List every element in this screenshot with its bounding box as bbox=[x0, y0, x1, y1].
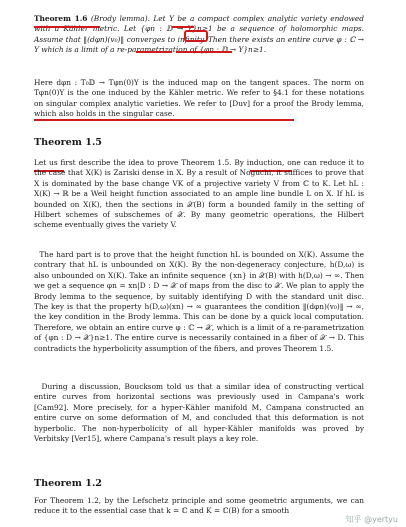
theorem-1-5-idea-paragraph bbox=[34, 158, 364, 231]
theorem-1-2-heading: Theorem 1.2 bbox=[34, 478, 102, 489]
theorem-1-2-text: For Theorem 1.2, by the Lefschetz principle and some geometric arguments, we can reduce it to the essential case that k = ℂ and K = ℂ(B) for a smooth bbox=[34, 496, 364, 516]
height-bound-text: The hard part is to prove that the height function hL is bounded on X(K). Assume the contrary that hL is unbounded on X(K). By the non-degeneracy conjecture, h(D,ω) is also unbounded on X(K). Take an infinite sequence {xn} in 𝒳(B) with h(D,ω) → ∞. Then we get a sequence φn = xn|D : D → 𝒳 of maps from the disc to 𝒳. We plan to apply the Brody lemma to the sequence, by suitably identifying D with the standard unit disc. The key is that the property h(D,ω)(xn) → ∞ guarantees the condition ‖(dφn)(v₀)‖ → ∞, the key condition in the Brody lemma. This can be done by a quick local computation. Therefore, we obtain an entire curve φ : ℂ → 𝒳, which is a limit of a re-parametrization of {φn : D → 𝒳}n≥1. The entire curve is necessarily contained in a fiber of 𝒳 → D. This contradicts the hyperbolicity assumption of the fibers, and proves Theorem 1.5. bbox=[34, 250, 364, 353]
annotation-underline bbox=[34, 26, 100, 28]
campana-text: During a discussion, Boucksom told us that a similar idea of constructing vertical entire curves from horizontal sections was previously used in Campana's work [Cam92]. More precisely, for a hyper-Kähler manifold M, Campana constructed an entire curve on some deformation of M, and concluded that this deformation is not hyperbolic. The non-hyperbolicity of all hyper-Kähler manifolds was proved by Verbitsky [Ver15], where Campana's result plays a key role. bbox=[34, 382, 364, 444]
watermark: 知乎 @yertyu bbox=[345, 515, 398, 524]
brody-notes-paragraph bbox=[34, 78, 364, 120]
annotation-underline bbox=[172, 26, 194, 28]
annotation-underline bbox=[136, 51, 172, 53]
height-bound-paragraph bbox=[34, 250, 364, 354]
theorem-1-5-idea-text: Let us first describe the idea to prove Theorem 1.5. By induction, one can reduce it to the case that X(K) is Zariski dense in X. By a result of Noguchi, it suffices to prove that X is dominated by the base change VK of a projective variety V from ℂ to K. Let hL : X(K) → ℝ be a Weil height function associated to an ample line bundle L on X. If hL is bounded on X(K), then the sections in 𝒳(B) form a bounded family in the setting of Hilbert schemes of subschemes of 𝒳. By many geometric operations, the Hilbert scheme eventually gives the variety V. bbox=[34, 158, 364, 230]
annotation-underline bbox=[176, 51, 232, 53]
campana-paragraph bbox=[34, 382, 364, 444]
annotation-underline bbox=[34, 119, 294, 121]
theorem-1-6-statement: (Brody lemma). Let Y be a compact complex analytic variety endowed with a Kähler metric. Let {φn : 𝔻 → Y}n≥1 be a sequence of holomorphic maps. Assume that ‖(dφn)(v₀)‖ converges to infinity. Then there exists an entire curve φ : ℂ → Y which is a limit of a re-parametrization of {φn : 𝔻 → Y}n≥1. bbox=[34, 14, 364, 55]
theorem-1-5-heading: Theorem 1.5 bbox=[34, 137, 102, 148]
theorem-1-2-paragraph bbox=[34, 496, 364, 517]
annotation-circle bbox=[184, 30, 208, 42]
theorem-1-6-heading: Theorem 1.6 bbox=[34, 14, 88, 23]
brody-notes-text: Here dφn : T₀𝔻 → Tφn(0)Y is the induced map on the tangent spaces. The norm on Tφn(0)Y is the one induced by the Kähler metric. We refer to §4.1 for these notations on singular complex analytic varieties. We refer to [Duv] for a proof the Brody lemma, which also holds in the singular case. bbox=[34, 78, 364, 119]
